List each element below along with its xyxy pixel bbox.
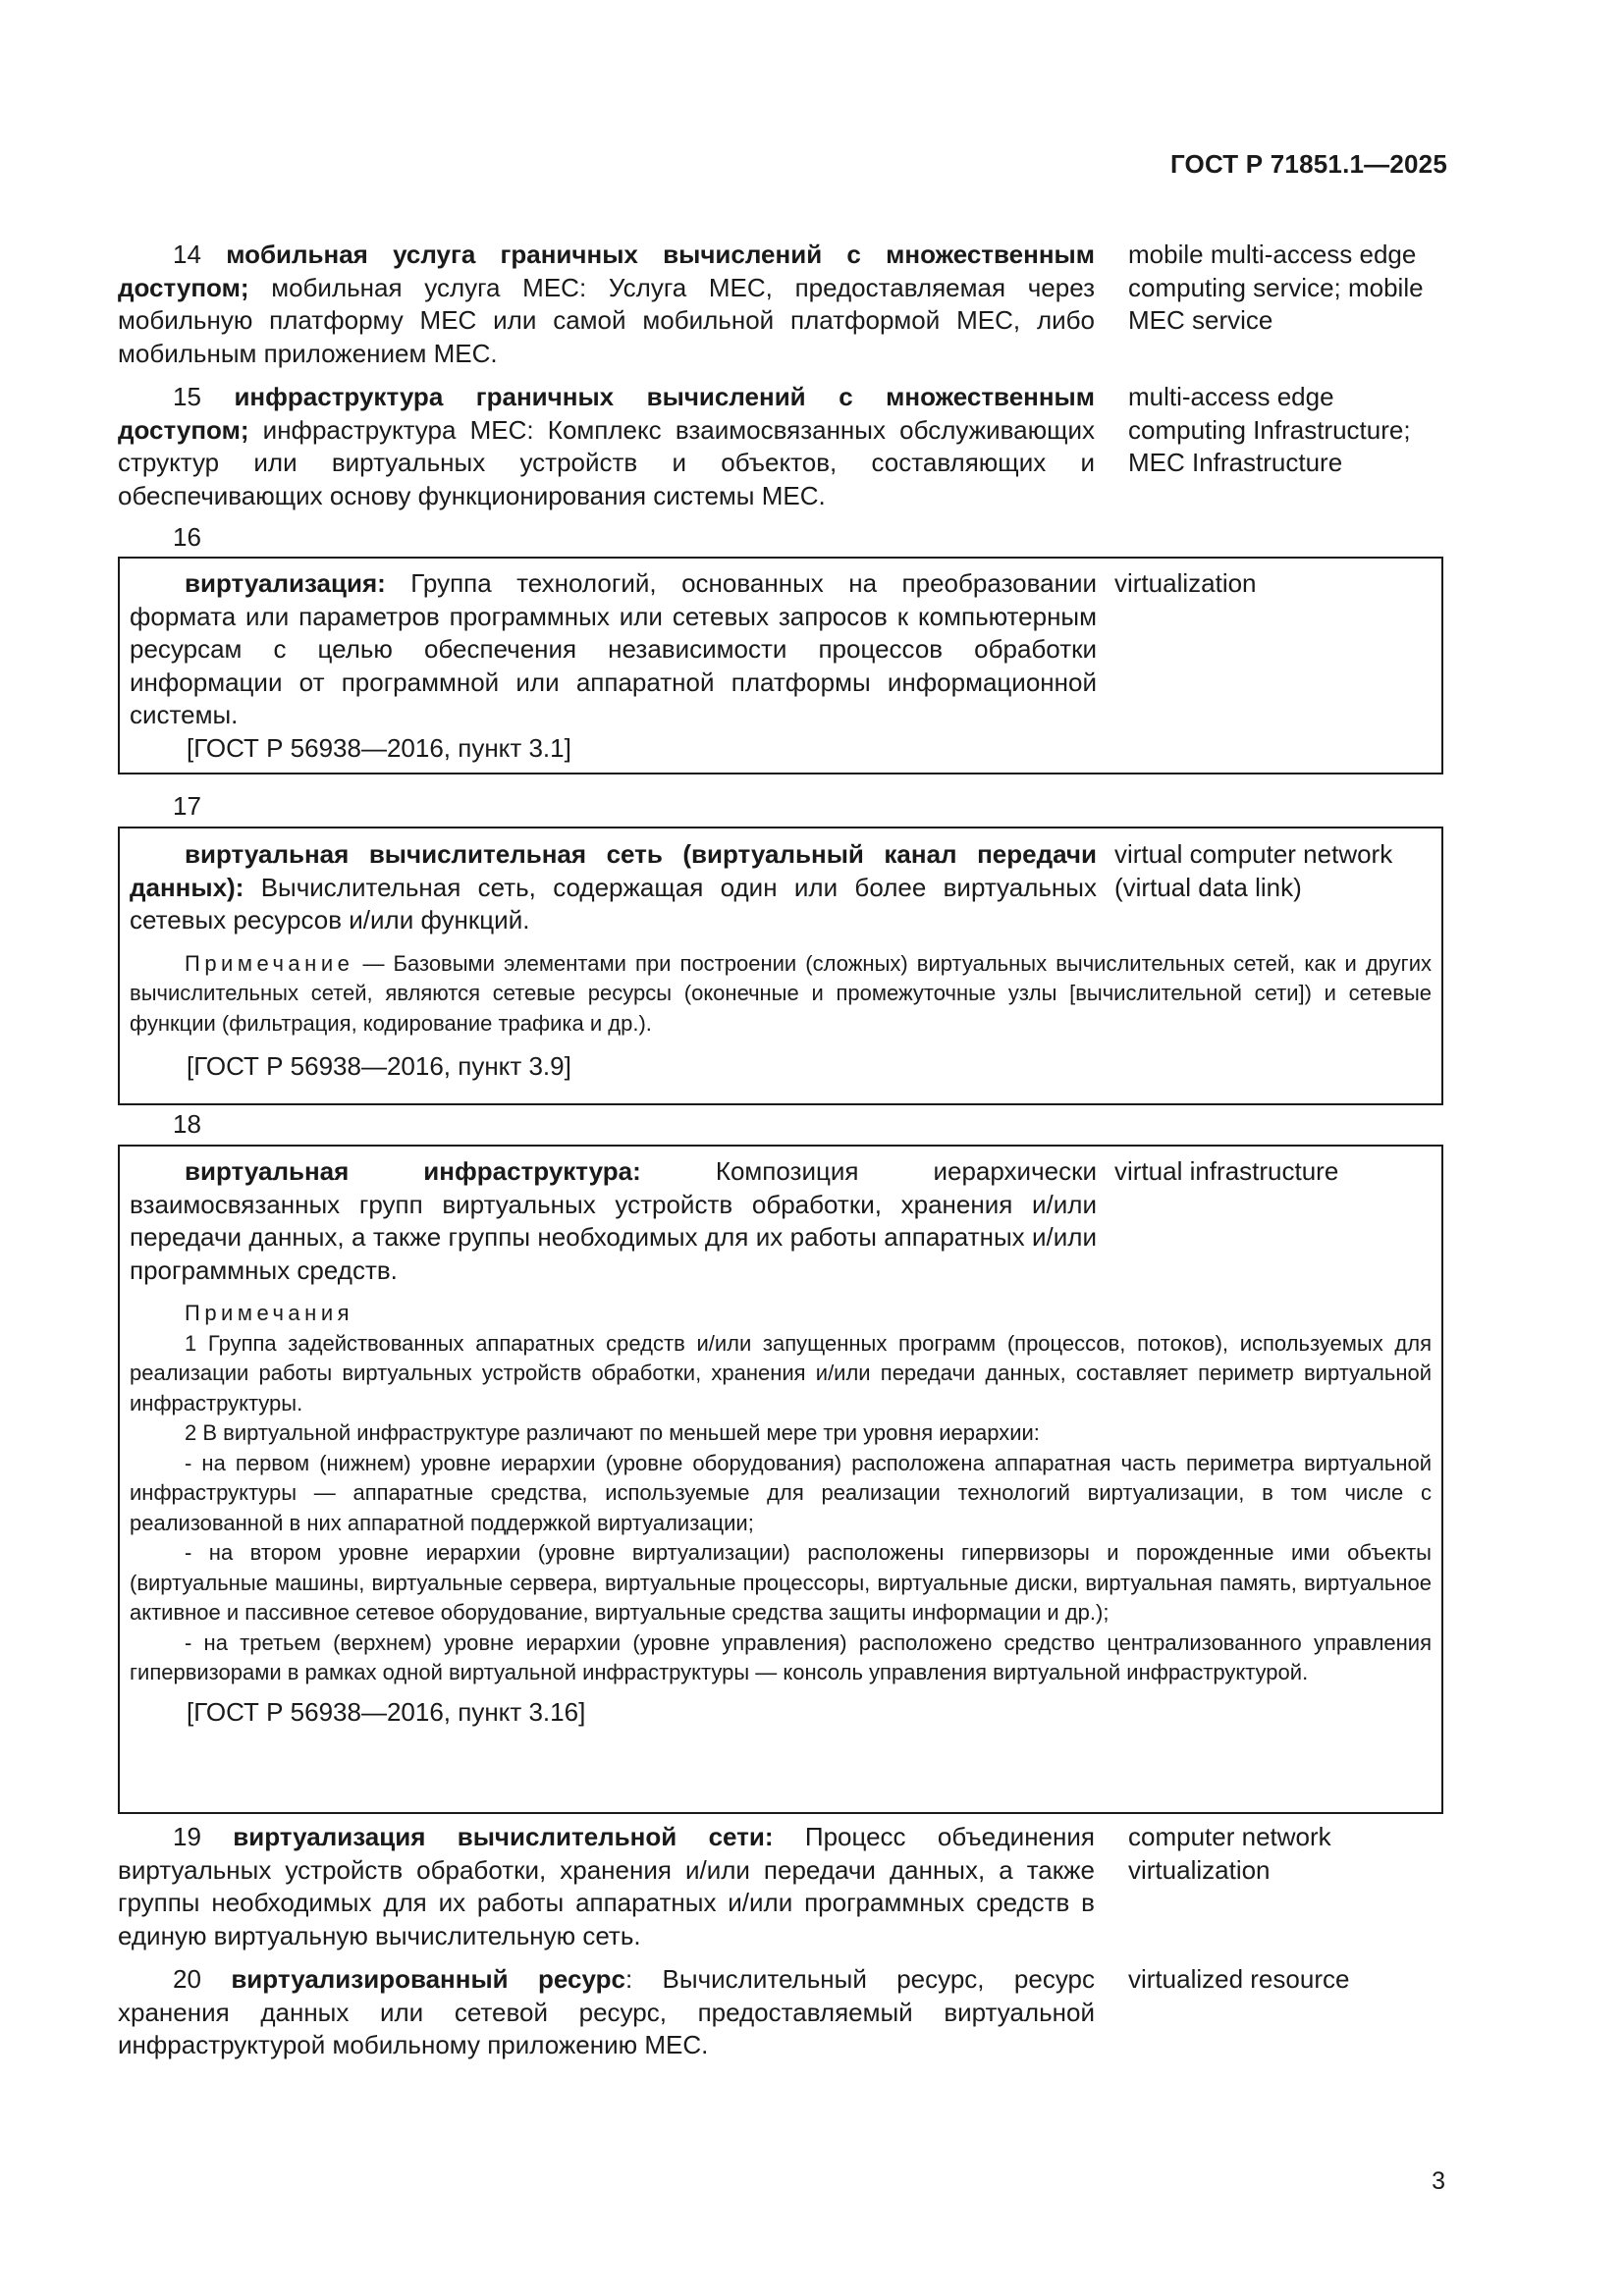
note-label: Примечание	[185, 950, 354, 976]
term-en: virtual computer network (virtual data link)	[1114, 839, 1393, 902]
term-ru-text	[130, 1155, 1097, 1287]
note-item-5: - на третьем (верхнем) уровне иерархии (уровне управления) расположено средство централизованного управления гипервизорами в рамках одной виртуальной инфраструктуры — консоль управления виртуальной инфраструктурой.	[130, 1629, 1432, 1684]
page-header: ГОСТ Р 71851.1—2025	[1169, 149, 1447, 179]
term-entry-15	[118, 381, 1447, 512]
term-en: virtualized resource	[1128, 1964, 1350, 1994]
term-definition: Вычислительная сеть, содержащая один или более виртуальных сетевых ресурсов и/или функций.	[130, 872, 1097, 934]
term-definition: : Вычислительный ресурс, ресурс хранения данных или сетевой ресурс, предоставляемый виртуальной инфраструктурой мобильному приложению МЕС.	[118, 1964, 1095, 2059]
term-en: multi-access edge computing Infrastructure; MEC Infrastructure	[1128, 382, 1411, 477]
term-definition: Композиция иерархически взаимосвязанных групп виртуальных устройств обработки, хранения и/или передачи данных, а также группы необходимых для их работы аппаратных и/или программных средств.	[130, 1156, 1097, 1285]
term-note	[120, 949, 1441, 1040]
note-item-1: 1 Группа задействованных аппаратных средств и/или запущенных программ (процессов, потоков), используемых для реализации работы виртуальных устройств обработки, хранения и/или передачи данных, составляет периметр виртуальной инфраструктуры.	[130, 1330, 1432, 1415]
term-en: computer network virtualization	[1128, 1822, 1331, 1885]
page-number: 3	[1432, 2167, 1445, 2195]
term-box-18	[118, 1145, 1443, 1814]
term-reference: [ГОСТ Р 56938—2016, пункт 3.1]	[187, 732, 571, 763]
term-definition: мобильная услуга МЕС: Услуга МЕС, предоставляемая через мобильную платформу МЕС или самой мобильной платформой МЕС, либо мобильным приложением МЕС.	[118, 272, 1096, 368]
term-title: виртуальная вычислительная сеть (виртуальный канал передачи данных):	[130, 839, 1097, 902]
term-number: 19	[173, 1822, 201, 1851]
notes-label: Примечания	[185, 1301, 354, 1325]
term-ru-text	[118, 1963, 1095, 2062]
term-ru-text	[130, 567, 1097, 732]
term-box-17	[118, 827, 1443, 1105]
term-reference: [ГОСТ Р 56938—2016, пункт 3.9]	[187, 1051, 571, 1081]
term-title: виртуализированный ресурс	[231, 1964, 625, 1994]
term-number: 17	[173, 791, 201, 821]
term-box-16	[118, 557, 1443, 774]
term-en: virtualization	[1114, 568, 1257, 598]
term-title: инфраструктура граничных вычислений с множественным доступом;	[118, 382, 1095, 445]
term-entry-20	[118, 1963, 1447, 2062]
term-definition: Группа технологий, основанных на преобразовании формата или параметров программных или сетевых запросов к компьютерным ресурсам с целью обеспечения независимости процессов обработки информации от программной или аппаратной платформы информационной системы.	[130, 568, 1097, 729]
term-ru-text	[118, 1821, 1095, 1952]
term-ru-text	[130, 838, 1097, 937]
term-number: 14	[173, 240, 201, 269]
term-title: мобильная услуга граничных вычислений с множественным доступом;	[118, 240, 1095, 302]
term-number: 20	[173, 1964, 201, 1994]
term-entry-19	[118, 1821, 1447, 1952]
term-number: 15	[173, 382, 201, 411]
term-ru-text	[118, 239, 1095, 370]
note-text: — Базовыми элементами при построении (сложных) виртуальных вычислительных сетей, как и других вычислительных сетей, являются сетевые ресурсы (оконечные и промежуточные узлы [вычислительной сети]) и сетевые функции (фильтрация, кодирование трафика и др.).	[130, 950, 1432, 1036]
note-item-4: - на втором уровне иерархии (уровне виртуализации) расположены гипервизоры и порожденные ими объекты (виртуальные машины, виртуальные сервера, виртуальные процессоры, виртуальные диски, виртуальная память, виртуальное активное и пассивное сетевое оборудование, виртуальные средства защиты информации и др.);	[130, 1540, 1432, 1625]
term-en: mobile multi-access edge computing service; mobile MEC service	[1128, 240, 1424, 335]
term-title: виртуализация:	[185, 568, 386, 598]
note-item-3: - на первом (нижнем) уровне иерархии (уровне оборудования) расположена аппаратная часть периметра виртуальной инфраструктуры — аппаратные средства, используемые для реализации технологий виртуализации, в том числе с реализованной в них аппаратной поддержкой виртуализации;	[130, 1450, 1432, 1535]
term-title: виртуальная инфраструктура:	[185, 1156, 641, 1186]
note-item-2: 2 В виртуальной инфраструктуре различают по меньшей мере три уровня иерархии:	[185, 1420, 1040, 1445]
term-definition: инфраструктура МЕС: Комплекс взаимосвязанных обслуживающих структур или виртуальных устройств и объектов, составляющих и обеспечивающих основу функционирования системы МЕС.	[118, 414, 1095, 510]
term-reference: [ГОСТ Р 56938—2016, пункт 3.16]	[187, 1696, 586, 1727]
term-en: virtual infrastructure	[1114, 1156, 1339, 1186]
term-definition: Процесс объединения виртуальных устройств обработки, хранения и/или передачи данных, а также группы необходимых для их работы аппаратных и/или программных средств в единую виртуальную вычислительную сеть.	[118, 1822, 1095, 1950]
term-number: 18	[173, 1109, 201, 1139]
term-ru-text	[118, 381, 1095, 512]
term-entry-14	[118, 239, 1447, 370]
term-title: виртуализация вычислительной сети:	[233, 1822, 774, 1851]
term-number: 16	[173, 522, 201, 552]
